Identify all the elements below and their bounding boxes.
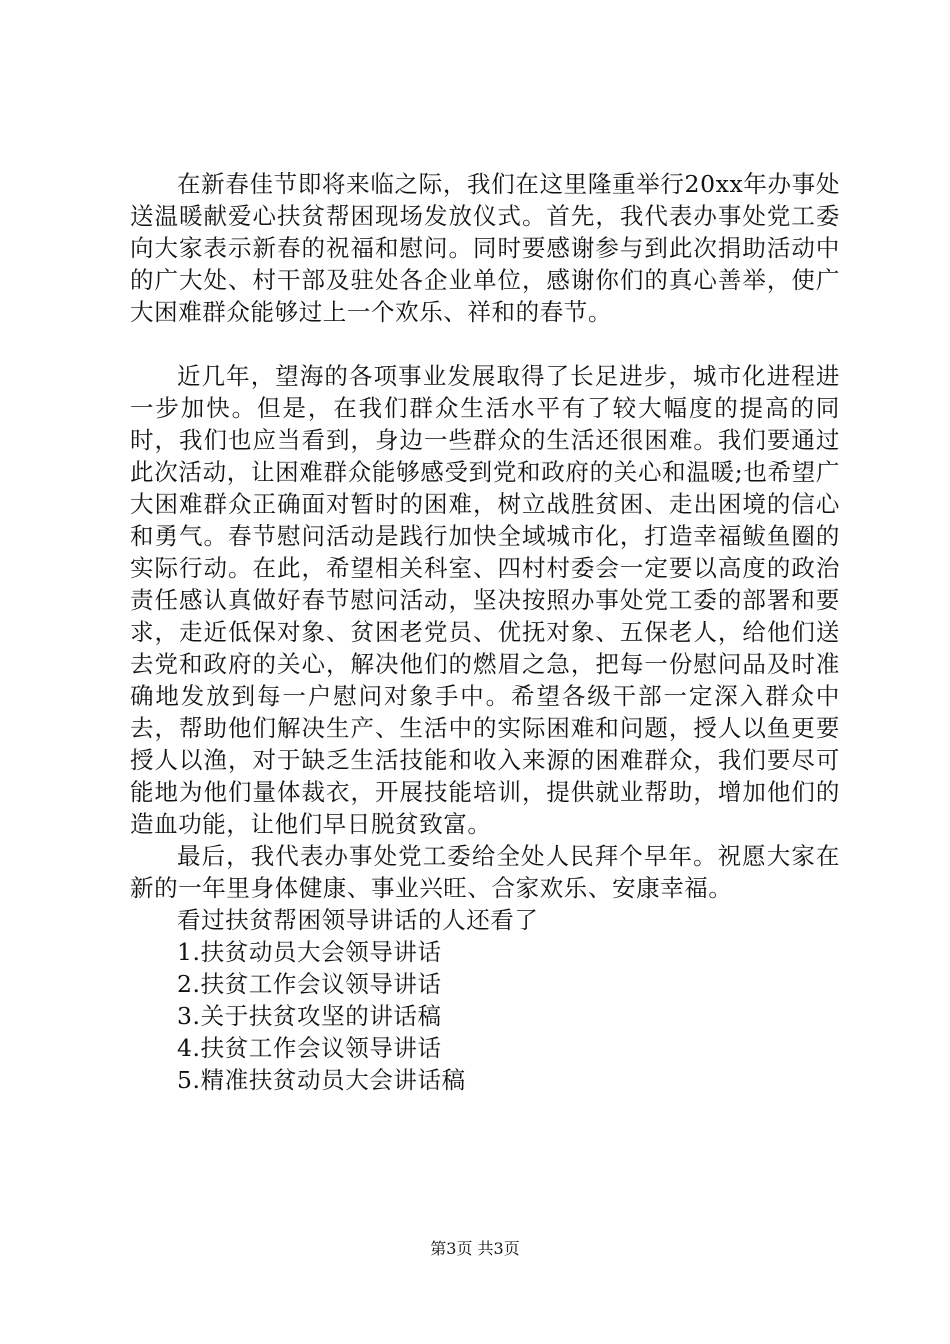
related-heading: 看过扶贫帮困领导讲话的人还看了 bbox=[177, 906, 539, 934]
related-item[interactable]: 1.扶贫动员大会领导讲话 bbox=[177, 938, 442, 966]
paragraph-main: 近几年，望海的各项事业发展取得了长足进步，城市化进程进一步加快。但是，在我们群众生活水平有了较大幅度的提高的同时，我们也应当看到，身边一些群众的生活还很困难。我们要通过此次活动，让困难群众能够感受到党和政府的关心和温暖;也希望广大困难群众正确面对暂时的困难，树立战胜贫困、走出困境的信心和勇气。春节慰问活动是践行加快全域城市化，打造幸福鲅鱼圈的实际行动。在此，希望相关科室、四村村委会一定要以高度的政治责任感认真做好春节慰问活动，坚决按照办事处党工委的部署和要求，走近低保对象、贫困老党员、优抚对象、五保老人，给他们送去党和政府的关心，解决他们的燃眉之急，把每一份慰问品及时准确地发放到每一户慰问对象手中。希望各级干部一定深入群众中去，帮助他们解决生产、生活中的实际困难和问题，授人以鱼更要授人以渔，对于缺乏生活技能和收入来源的困难群众，我们要尽可能地为他们量体裁衣，开展技能培训，提供就业帮助，增加他们的造血功能，让他们早日脱贫致富。 bbox=[130, 362, 840, 838]
related-item[interactable]: 4.扶贫工作会议领导讲话 bbox=[177, 1034, 442, 1062]
related-item[interactable]: 3.关于扶贫攻坚的讲话稿 bbox=[177, 1002, 442, 1030]
paragraph-opening: 在新春佳节即将来临之际，我们在这里隆重举行20xx年办事处送温暖献爱心扶贫帮困现场发放仪式。首先，我代表办事处党工委向大家表示新春的祝福和慰问。同时要感谢参与到此次捐助活动中的广大处、村干部及驻处各企业单位，感谢你们的真心善举，使广大困难群众能够过上一个欢乐、祥和的春节。 bbox=[130, 170, 840, 326]
related-list bbox=[130, 936, 840, 1096]
document-body bbox=[130, 168, 840, 1096]
page-footer: 第3页 共3页 bbox=[430, 1239, 520, 1258]
related-item[interactable]: 5.精准扶贫动员大会讲话稿 bbox=[177, 1066, 466, 1094]
paragraph-closing: 最后，我代表办事处党工委给全处人民拜个早年。祝愿大家在新的一年里身体健康、事业兴旺、合家欢乐、安康幸福。 bbox=[130, 842, 840, 902]
related-item[interactable]: 2.扶贫工作会议领导讲话 bbox=[177, 970, 442, 998]
